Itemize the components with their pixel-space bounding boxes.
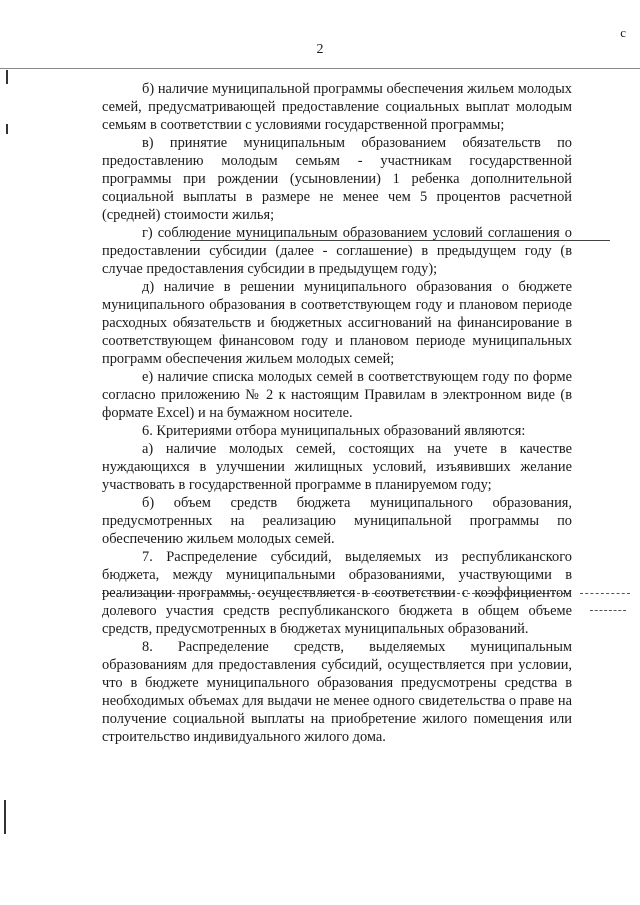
paragraph-6-criteria: 6. Критериями отбора муниципальных образований являются: (142, 423, 526, 439)
scan-artifact-line (0, 68, 640, 69)
scan-artifact-tick (4, 800, 6, 834)
page-number: 2 (316, 42, 324, 57)
paragraph-g-agreement: г) соблюдение муниципальным образованием условий соглашения о предоставлении субсидии (далее - соглашение) в предыдущем году (в случае предоставления субсидии в предыдущем году); (102, 225, 572, 277)
paragraph-d-budget: д) наличие в решении муниципального образования о бюджете муниципального образования в соответствующем году и плановом периоде расходных обязательств и бюджетных ассигнований на финансирование в соответствующем финансовом году и плановом периоде муниципальных программ обеспечения жильем молодых семей; (102, 279, 572, 367)
paragraph-b-program: б) наличие муниципальной программы обеспечения жильем молодых семей, предусматривающей предоставление социальных выплат молодым семьям в соответствии с условиями государственной программы; (102, 81, 572, 133)
paragraph-7-distribution: 7. Распределение субсидий, выделяемых из республиканского бюджета, между муниципальными образованиями, участвующими в реализации программы, осуществляется в соответствии с коэффициентом долевого участия средств республиканского бюджета в общем объеме средств, предусмотренных в бюджетах муниципальных образований. (102, 549, 572, 637)
paragraph-8-distribution: 8. Распределение средств, выделяемых муниципальным образованиям для предоставления субсидий, осуществляется при условии, что в бюджете муниципального образования предусмотрены средства в необходимых объемах для выдачи не менее одного свидетельства о праве на получение социальной выплаты на приобретение жилого помещения или строительство индивидуального жилого дома. (102, 639, 572, 745)
scan-artifact-line (590, 610, 626, 612)
document-body (102, 80, 572, 746)
paragraph-a-families: а) наличие молодых семей, состоящих на учете в качестве нуждающихся в улучшении жилищных условий, изъявивших желание участвовать в государственной программе в планируемом году; (102, 441, 572, 493)
corner-mark: c (620, 25, 626, 40)
scan-artifact-tick (6, 124, 8, 134)
scan-artifact-tick (6, 70, 8, 84)
paragraph-e-family-list: е) наличие списка молодых семей в соответствующем году по форме согласно приложению № 2 к настоящим Правилам в электронном виде (в формате Excel) и на бумажном носителе. (102, 369, 572, 421)
scan-artifact-line (580, 593, 630, 595)
paragraph-b-funds: б) объем средств бюджета муниципального образования, предусмотренных на реализацию муниципальной программы по обеспечению жильем молодых семей. (102, 495, 572, 547)
paragraph-v-obligations: в) принятие муниципальным образованием обязательств по предоставлению молодым семьям - участникам государственной программы при рождении (усыновлении) 1 ребенка дополнительной социальной выплаты в размере не менее чем 5 процентов расчетной (средней) стоимости жилья; (102, 135, 572, 223)
